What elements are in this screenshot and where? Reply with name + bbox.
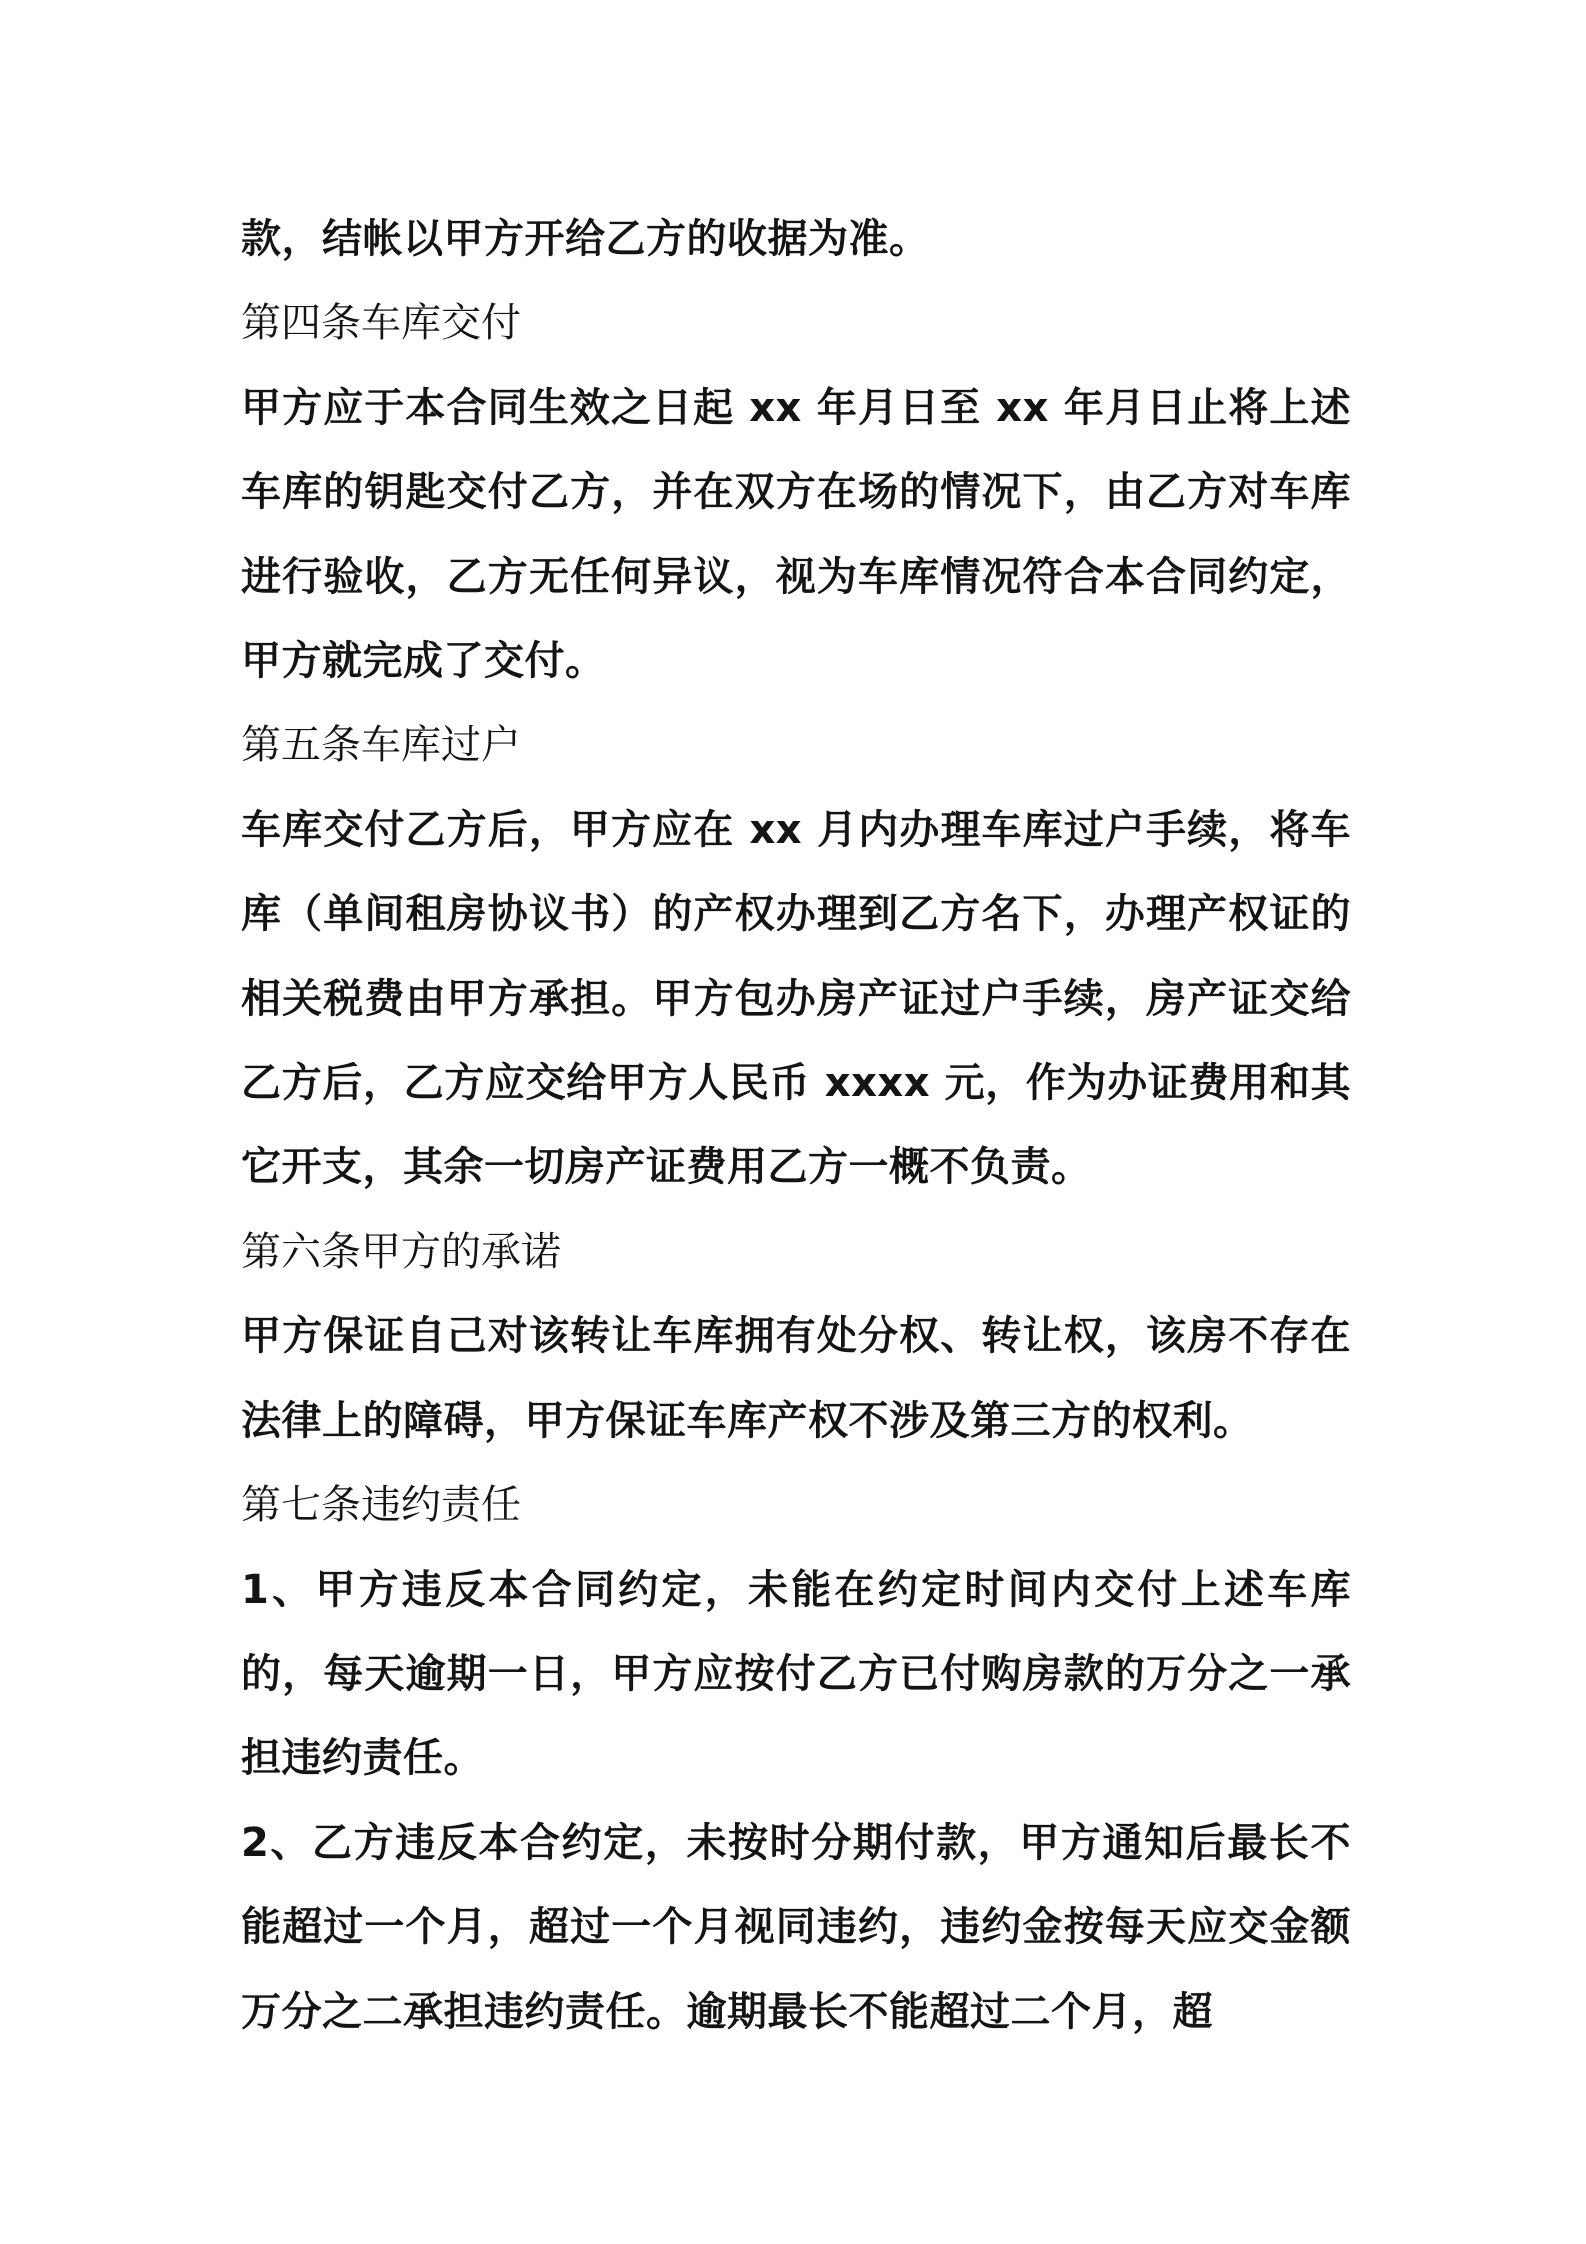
heading-article-6-party-a-commitment: 第六条甲方的承诺: [241, 1228, 561, 1275]
paragraph-article-4: 甲方应于本合同生效之日起 xx 年月日至 xx 年月日止将上述车库的钥匙交付乙方，并在双方在场的情况下，由乙方对车库进行验收，乙方无任何异议，视为车库情况符合本合同约定，甲方就完成了交付。: [241, 384, 1351, 685]
heading-article-4-garage-delivery: 第四条车库交付: [241, 300, 521, 347]
heading-article-7-liability: 第七条违约责任: [241, 1482, 521, 1529]
paragraph-article-7-item-1: 1、甲方违反本合同约定，未能在约定时间内交付上述车库的，每天逾期一日，甲方应按付乙方已付购房款的万分之一承担违约责任。: [241, 1566, 1351, 1782]
paragraph-payment-continuation: 款，结帐以甲方开给乙方的收据为准。: [241, 216, 930, 262]
paragraph-article-7-item-2: 2、乙方违反本合约定，未按时分期付款，甲方通知后最长不能超过一个月，超过一个月视同违约，违约金按每天应交金额万分之二承担违约责任。逾期最长不能超过二个月，超: [241, 1819, 1351, 2035]
paragraph-article-5: 车库交付乙方后，甲方应在 xx 月内办理车库过户手续，将车库（单间租房协议书）的产权办理到乙方名下，办理产权证的相关税费由甲方承担。甲方包办房产证过户手续，房产证交给乙方后，乙方应交给甲方人民币 xxxx 元，作为办证费用和其它开支，其余一切房产证费用乙方一概不负责。: [241, 806, 1351, 1191]
document-body: [241, 197, 1351, 2054]
heading-article-5-garage-transfer: 第五条车库过户: [241, 722, 521, 769]
paragraph-article-6: 甲方保证自己对该转让车库拥有处分权、转让权，该房不存在法律上的障碍，甲方保证车库产权不涉及第三方的权利。: [241, 1313, 1351, 1444]
